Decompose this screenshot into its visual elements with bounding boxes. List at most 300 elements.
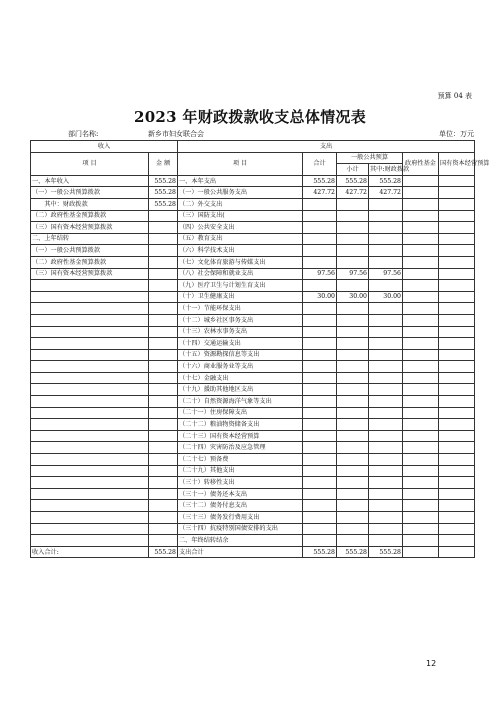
income-item-cell [31,349,149,361]
fiscal-cell [369,430,403,442]
expense-item-cell: （三）国防支出( [178,210,303,222]
fiscal-cell [369,454,403,466]
expense-item-header: 项 目 [178,152,303,175]
fiscal-cell [369,407,403,419]
total-cell: 97.56 [303,268,337,280]
fiscal-cell [369,477,403,489]
expense-item-cell: （十）卫生健康支出 [178,291,303,303]
table-row [31,454,475,466]
table-row [31,488,475,500]
state-capital-cell [439,477,475,489]
fiscal-cell [369,338,403,350]
subtotal-cell [337,233,369,245]
total-cell: 555.28 [303,546,337,558]
total-cell [303,372,337,384]
income-item-cell: 一、本年收入 [31,175,149,187]
state-capital-header: 国有资本经营预算 [439,152,475,175]
total-cell [303,419,337,431]
total-cell [303,256,337,268]
fiscal-header: 其中:财政拨款 [369,164,403,176]
state-capital-cell [439,338,475,350]
total-cell [303,326,337,338]
total-cell [303,477,337,489]
income-amount-cell [149,523,178,535]
state-capital-cell [439,361,475,373]
state-capital-cell [439,465,475,477]
subtotal-cell [337,384,369,396]
table-row [31,384,475,396]
income-amount-cell [149,233,178,245]
gov-fund-cell [403,198,439,210]
total-header: 合计 [303,152,337,175]
income-item-cell [31,442,149,454]
state-capital-cell [439,512,475,524]
page-title: 2023 年财政拨款收支总体情况表 [133,108,367,126]
subtotal-cell [337,454,369,466]
fiscal-cell [369,233,403,245]
fiscal-cell [369,210,403,222]
table-row [31,523,475,535]
income-amount-cell [149,303,178,315]
fiscal-cell [369,488,403,500]
subtotal-cell [337,372,369,384]
subtotal-cell [337,407,369,419]
gov-fund-cell [403,233,439,245]
table-row [31,407,475,419]
table-row [31,268,475,280]
gov-fund-cell [403,477,439,489]
gov-fund-cell [403,500,439,512]
expense-item-cell: （三十三）债务发行费用支出 [178,512,303,524]
gov-fund-cell [403,268,439,280]
subtotal-cell [337,280,369,292]
income-item-cell: 其中：财政拨款 [31,198,149,210]
income-item-cell: （一）一般公共预算拨款 [31,245,149,257]
gov-fund-cell [403,326,439,338]
state-capital-cell [439,245,475,257]
income-header: 收入 [31,141,178,153]
subtotal-cell [337,442,369,454]
fiscal-cell [369,245,403,257]
total-cell: 555.28 [303,175,337,187]
income-item-cell [31,314,149,326]
expense-item-cell: （十一）节能环保支出 [178,303,303,315]
fiscal-cell [369,523,403,535]
subtotal-header: 小计 [337,164,369,176]
gov-fund-cell [403,535,439,547]
expense-item-cell: （十七）金融支出 [178,372,303,384]
income-amount-cell [149,488,178,500]
gov-fund-cell [403,396,439,408]
income-amount-cell [149,477,178,489]
income-item-cell [31,361,149,373]
state-capital-cell [439,488,475,500]
fiscal-cell [369,303,403,315]
table-number-tag: 预算 04 表 [437,92,472,100]
expense-item-cell: （二十九）其他支出 [178,465,303,477]
table-row [31,326,475,338]
total-cell [303,222,337,234]
state-capital-cell [439,419,475,431]
income-item-cell [31,512,149,524]
table-row [31,349,475,361]
state-capital-cell [439,442,475,454]
unit-label: 单位：万元 [439,130,474,138]
subtotal-cell: 427.72 [337,187,369,199]
total-cell [303,361,337,373]
expense-item-cell: （十四）交通运输支出 [178,338,303,350]
income-amount-cell [149,314,178,326]
income-item-cell [31,477,149,489]
income-amount-cell [149,326,178,338]
table-row [31,303,475,315]
gov-fund-cell [403,512,439,524]
gov-fund-cell [403,407,439,419]
gov-fund-cell [403,419,439,431]
total-cell [303,198,337,210]
income-item-cell [31,500,149,512]
state-capital-cell [439,500,475,512]
fiscal-cell [369,326,403,338]
income-amount-cell [149,210,178,222]
fiscal-cell [369,419,403,431]
subtotal-cell [337,512,369,524]
expense-item-cell: （三十一）债务还本支出 [178,488,303,500]
subtotal-cell [337,198,369,210]
fiscal-cell: 427.72 [369,187,403,199]
gov-fund-cell [403,280,439,292]
table-row [31,500,475,512]
expense-item-cell: （二十七）预备费 [178,454,303,466]
meta-row [30,129,474,139]
income-amount-cell [149,384,178,396]
total-cell [303,314,337,326]
income-amount-cell [149,338,178,350]
department-label: 部门名称: [68,130,99,138]
fiscal-cell [369,256,403,268]
income-amount-cell: 555.28 [149,187,178,199]
gov-fund-cell [403,210,439,222]
income-item-cell [31,488,149,500]
fiscal-cell [369,384,403,396]
state-capital-cell [439,268,475,280]
income-item-cell: （一）一般公共预算拨款 [31,187,149,199]
income-item-cell: 收入合计: [31,546,149,558]
expense-item-cell: 支出合计 [178,546,303,558]
fiscal-cell [369,198,403,210]
expense-item-cell: （十五）资源勘探信息等支出 [178,349,303,361]
fiscal-cell [369,442,403,454]
expense-item-cell: （十三）农林水事务支出 [178,326,303,338]
gov-fund-cell [403,314,439,326]
table-row [31,512,475,524]
income-item-cell [31,326,149,338]
table-row [31,535,475,547]
gov-fund-cell [403,523,439,535]
table-row [31,233,475,245]
gov-fund-cell [403,187,439,199]
subtotal-cell [337,210,369,222]
total-cell [303,442,337,454]
expense-item-cell: （二十二）粮油物资储备支出 [178,419,303,431]
expense-item-cell: （二十三）国有资本经营预算 [178,430,303,442]
subtotal-cell: 555.28 [337,175,369,187]
subtotal-cell [337,477,369,489]
expense-item-cell: 二、年终结转结余 [178,535,303,547]
fiscal-cell: 97.56 [369,268,403,280]
gov-fund-cell [403,442,439,454]
gov-fund-cell [403,372,439,384]
gov-fund-cell [403,465,439,477]
gov-fund-header: 政府性基金 [403,152,439,175]
expense-item-cell: （十二）城乡社区事务支出 [178,314,303,326]
expense-item-cell: （三十二）债务付息支出 [178,500,303,512]
table-row [31,419,475,431]
fiscal-cell [369,465,403,477]
state-capital-cell [439,222,475,234]
subtotal-cell: 30.00 [337,291,369,303]
table-row [31,222,475,234]
income-item-cell [31,384,149,396]
expense-item-cell: （二十一）住房保障支出 [178,407,303,419]
income-amount-cell: 555.28 [149,175,178,187]
income-amount-cell [149,361,178,373]
state-capital-cell [439,198,475,210]
gov-fund-cell [403,546,439,558]
income-item-cell [31,280,149,292]
income-amount-cell [149,535,178,547]
state-capital-cell [439,372,475,384]
income-amount-cell [149,430,178,442]
state-capital-cell [439,326,475,338]
income-item-cell [31,454,149,466]
total-cell [303,349,337,361]
total-cell [303,512,337,524]
expense-item-cell: （六）科学技术支出 [178,245,303,257]
subtotal-cell [337,338,369,350]
gov-fund-cell [403,222,439,234]
table-row [31,245,475,257]
state-capital-cell [439,396,475,408]
fiscal-cell: 30.00 [369,291,403,303]
table-row [31,198,475,210]
fiscal-cell: 555.28 [369,175,403,187]
income-amount-cell [149,512,178,524]
general-budget-header: 一般公共预算 [337,152,403,164]
income-item-cell: 二、上年结转 [31,233,149,245]
income-item-cell: （三）国有资本经营预算拨款 [31,268,149,280]
fiscal-cell [369,222,403,234]
total-cell [303,488,337,500]
income-amount-cell [149,222,178,234]
subtotal-cell [337,488,369,500]
subtotal-cell [337,245,369,257]
gov-fund-cell [403,245,439,257]
subtotal-cell [337,500,369,512]
fiscal-cell [369,500,403,512]
income-item-cell [31,407,149,419]
department-name: 新乡市妇女联合会 [148,130,204,138]
expense-item-cell: （十六）商业服务业等支出 [178,361,303,373]
table-row [31,372,475,384]
table-row [31,210,475,222]
state-capital-cell [439,407,475,419]
table-row [31,477,475,489]
total-cell [303,303,337,315]
expense-item-cell: （二十四）灾害防治及应急管理 [178,442,303,454]
table-row [31,175,475,187]
total-cell [303,280,337,292]
state-capital-cell [439,546,475,558]
expense-item-cell: （三十）转移性支出 [178,477,303,489]
fiscal-cell [369,535,403,547]
subtotal-cell [337,396,369,408]
expense-item-cell: （七）文化体育旅游与传媒支出 [178,256,303,268]
fiscal-cell [369,349,403,361]
table-row [31,187,475,199]
subtotal-cell [337,523,369,535]
income-item-cell: （三）国有资本经营预算拨款 [31,222,149,234]
expense-item-cell: 一、本年支出 [178,175,303,187]
fiscal-cell: 555.28 [369,546,403,558]
gov-fund-cell [403,256,439,268]
income-item-cell [31,535,149,547]
page-number: 12 [426,659,437,668]
state-capital-cell [439,430,475,442]
income-amount-cell: 555.28 [149,546,178,558]
amount-header: 金 额 [149,152,178,175]
total-cell [303,430,337,442]
income-amount-cell [149,396,178,408]
income-amount-cell [149,349,178,361]
income-amount-cell [149,419,178,431]
fiscal-cell [369,280,403,292]
income-item-cell [31,419,149,431]
income-item-cell [31,338,149,350]
table-row [31,314,475,326]
gov-fund-cell [403,454,439,466]
expense-item-cell: （二十）自然资源海洋气象等支出 [178,396,303,408]
table-row [31,338,475,350]
subtotal-cell [337,361,369,373]
fiscal-cell [369,314,403,326]
income-amount-cell [149,454,178,466]
total-cell [303,465,337,477]
income-item-cell [31,523,149,535]
budget-table [30,140,490,558]
total-cell [303,535,337,547]
subtotal-cell [337,430,369,442]
gov-fund-cell [403,361,439,373]
table-row [31,442,475,454]
gov-fund-cell [403,291,439,303]
income-amount-cell: 555.28 [149,198,178,210]
total-cell: 30.00 [303,291,337,303]
table-row [31,396,475,408]
total-cell [303,338,337,350]
gov-fund-cell [403,175,439,187]
expense-item-cell: （二）外交支出 [178,198,303,210]
table-row [31,546,475,558]
state-capital-cell [439,256,475,268]
total-cell [303,454,337,466]
expense-item-cell: （四）公共安全支出 [178,222,303,234]
subtotal-cell [337,419,369,431]
total-cell [303,396,337,408]
state-capital-cell [439,454,475,466]
total-cell [303,233,337,245]
state-capital-cell [439,210,475,222]
state-capital-cell [439,303,475,315]
income-amount-cell [149,500,178,512]
income-item-cell [31,372,149,384]
state-capital-cell [439,280,475,292]
state-capital-cell [439,523,475,535]
income-item-header: 项 目 [31,152,149,175]
income-item-cell [31,430,149,442]
gov-fund-cell [403,430,439,442]
gov-fund-cell [403,488,439,500]
income-amount-cell [149,465,178,477]
expense-item-cell: （一）一般公共服务支出 [178,187,303,199]
state-capital-cell [439,314,475,326]
income-item-cell: （二）政府性基金预算拨款 [31,210,149,222]
income-amount-cell [149,280,178,292]
gov-fund-cell [403,338,439,350]
income-amount-cell [149,407,178,419]
income-amount-cell [149,372,178,384]
gov-fund-cell [403,384,439,396]
gov-fund-cell [403,303,439,315]
state-capital-cell [439,535,475,547]
subtotal-cell [337,326,369,338]
income-item-cell [31,465,149,477]
total-cell [303,523,337,535]
fiscal-cell [369,396,403,408]
fiscal-cell [369,372,403,384]
income-item-cell [31,303,149,315]
total-cell: 427.72 [303,187,337,199]
income-item-cell: （二）政府性基金预算拨款 [31,256,149,268]
total-cell [303,407,337,419]
subtotal-cell [337,256,369,268]
table-row [31,361,475,373]
subtotal-cell: 555.28 [337,546,369,558]
total-cell [303,500,337,512]
table-row [31,430,475,442]
income-amount-cell [149,245,178,257]
state-capital-cell [439,175,475,187]
state-capital-cell [439,233,475,245]
table-row [31,465,475,477]
state-capital-cell [439,349,475,361]
subtotal-cell [337,303,369,315]
expense-item-cell: （八）社会保障和就业支出 [178,268,303,280]
fiscal-cell [369,361,403,373]
expense-item-cell: （十九）援助其他地区支出 [178,384,303,396]
subtotal-cell [337,314,369,326]
expense-item-cell: （三十四）抗疫特别国债安排的支出 [178,523,303,535]
state-capital-cell [439,187,475,199]
income-amount-cell [149,256,178,268]
subtotal-cell [337,535,369,547]
subtotal-cell [337,349,369,361]
subtotal-cell [337,465,369,477]
subtotal-cell [337,222,369,234]
expense-header: 支出 [178,141,475,153]
subtotal-cell: 97.56 [337,268,369,280]
income-amount-cell [149,291,178,303]
